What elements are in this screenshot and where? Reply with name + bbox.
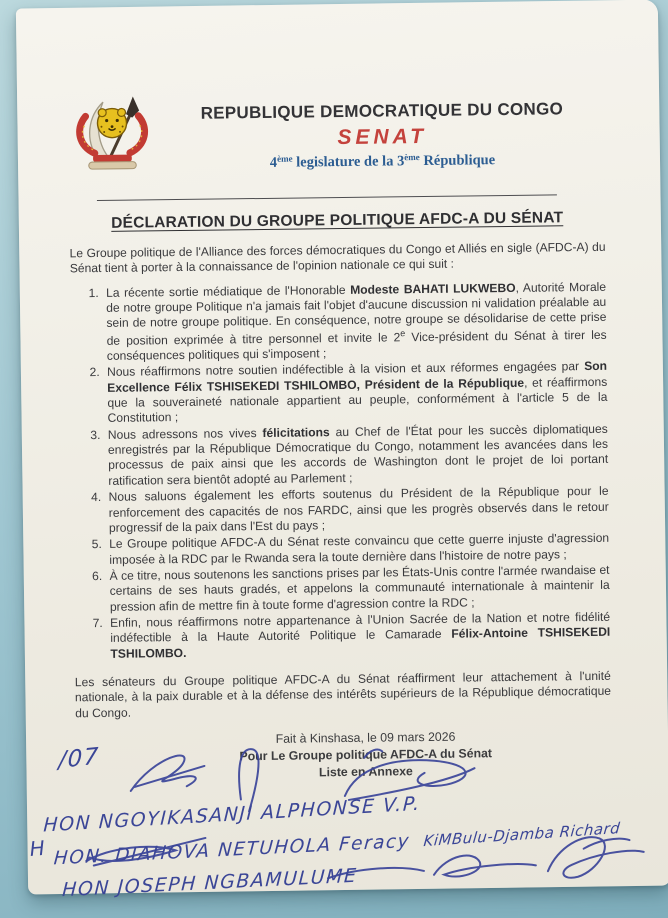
handwritten-name-4: HON JOSEPH NGBAMULUME	[61, 864, 359, 902]
handwritten-mark: /07	[57, 743, 101, 774]
declaration-item-1	[102, 279, 607, 364]
legislature-part: legislature de la 3	[292, 153, 405, 171]
legislature-sup: ème	[276, 153, 293, 164]
item-text: Vice-président du Sénat à tirer les conséquences politiques qui s'imposent ;	[106, 327, 607, 363]
declaration-list	[70, 279, 611, 662]
drc-coat-of-arms-icon	[68, 90, 161, 180]
declaration-item-4	[104, 484, 609, 536]
for-group: Pour Le Groupe politique AFDC-A du Sénat	[239, 746, 493, 764]
declaration-item-3	[104, 422, 609, 490]
item-text: , Autorité Morale de notre groupe Politique n'a jamais fait l'objet d'aucune discussion ni validation préalable au sein de notre groupe politique. En conséquence, notre groupe se désolidarise de cette prise de position exprimée à titre personnel et invite le 2	[106, 279, 607, 348]
intro-paragraph: Le Groupe politique de l'Alliance des forces démocratiques du Congo et Alliés en sigle (AFDC-A) du Sénat tient à porter à la connaissance de l'opinion nationale ce qui suit :	[69, 239, 606, 276]
chamber-title: SENAT	[337, 124, 428, 150]
document-footer	[97, 726, 634, 784]
legislature-sup: ème	[404, 152, 420, 163]
document-paper	[16, 0, 668, 902]
declaration-item-2	[103, 359, 608, 427]
item-text: Nous réaffirmons notre soutien indéfectible à la vision et aux réformes engagées par	[106, 359, 585, 380]
legislature-part: 4	[269, 154, 278, 171]
item-bold-text: Modeste BAHATI LUKWEBO	[350, 280, 516, 297]
handwritten-name-3: KiMBulu-Djamba Richard	[422, 818, 622, 851]
item-text: Le Groupe politique AFDC-A du Sénat reste convaincu que cette guerre injuste d'agression imposée à la RDC par le Rwanda sera la toute dernière dans l'histoire de notre pays ;	[109, 530, 610, 567]
document-title: DÉCLARATION DU GROUPE POLITIQUE AFDC-A DU SÉNAT	[111, 209, 564, 232]
item-text: au Chef de l'État pour les succès diplomatiques enregistrés par la République Démocratique du Congo, notamment les avancées dans les processus de paix ainsi que les accords de Washington dont le projet de loi portant ratification sera bientôt adopté au Parlement ;	[107, 421, 609, 488]
item-superscript: e	[400, 327, 406, 339]
closing-paragraph: Les sénateurs du Groupe politique AFDC-A du Sénat réaffirment leur attachement à l'unité nationale, à la paix durable et à la défense des intérêts supérieurs de la République démocratique du Congo.	[74, 668, 612, 720]
place-date: Fait à Kinshasa, le 09 mars 2026	[275, 729, 456, 746]
document-content	[68, 81, 612, 785]
declaration-item-6	[105, 563, 610, 615]
item-bold-text: Son Excellence Félix TSHISEKEDI TSHILOMBO, Président de la République	[107, 359, 608, 395]
handwritten-name-1: HON NGOYIKASANJI ALPHONSE V.P.	[42, 792, 422, 837]
item-text: Nous adressons nos vives	[107, 425, 263, 442]
handwritten-initial: H	[28, 835, 48, 861]
header-divider	[97, 194, 557, 201]
item-text: Enfin, nous réaffirmons notre appartenance à l'Union Sacrée de la Nation et notre fidélité indéfectible à la Haute Autorité Politique le Camarade	[110, 609, 611, 646]
handwritten-name-2: HON. DIAHOVA NETUHOLA Feracy	[53, 830, 411, 870]
item-text: , et réaffirmons que la souveraineté nationale appartient au peuple, conformément à l'article 5 de la Constitution ;	[107, 374, 608, 426]
legislature-part: République	[419, 152, 496, 170]
item-text: Nous saluons également les efforts soutenus du Président de la République pour le renforcement des capacités de nos FARDC, ainsi que les progrès observés dans le retour progressif de la paix dans l'Est du pays ;	[108, 483, 609, 535]
annex-note: Liste en Annexe	[318, 764, 413, 780]
document-header	[68, 81, 605, 181]
legislature-subtitle	[160, 150, 604, 173]
item-bold-text: félicitations	[262, 424, 330, 440]
declaration-item-5	[105, 531, 609, 568]
item-bold-text: Félix-Antoine TSHISEKEDI TSHILOMBO.	[110, 625, 611, 661]
item-text: À ce titre, nous soutenons les sanctions prises par les États-Unis contre l'armée rwandaise et certains de ses hauts gradés, et appelons la communauté internationale à maintenir la pression afin de mettre fin à toute forme d'agression contre la RDC ;	[109, 562, 610, 614]
country-title: REPUBLIQUE DEMOCRATIQUE DU CONGO	[200, 99, 564, 123]
header-text-block	[160, 81, 605, 173]
item-text: La récente sortie médiatique de l'Honorable	[105, 282, 351, 300]
declaration-item-7	[106, 610, 611, 662]
